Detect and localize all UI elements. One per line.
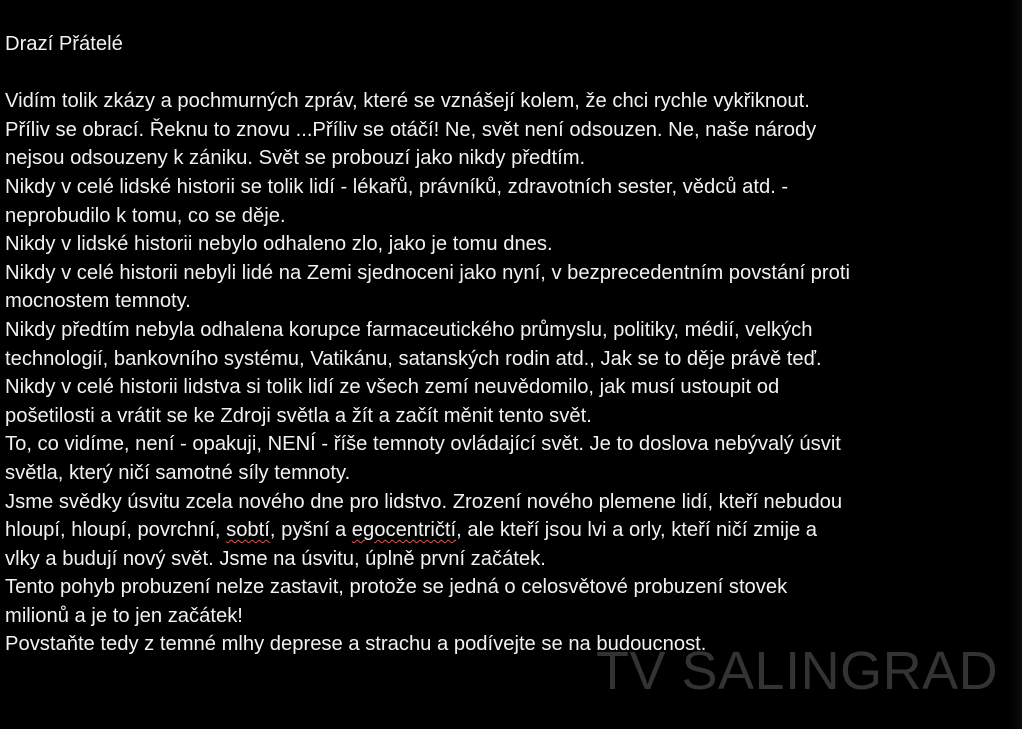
channel-watermark: TV SALINGRAD xyxy=(596,641,999,701)
text-line: technologií, bankovního systému, Vatikánu, satanských rodin atd., Jak se to děje právě teď. xyxy=(5,347,822,370)
text-line: vlky a budují nový svět. Jsme na úsvitu, úplně první začátek. xyxy=(5,547,546,570)
text-segment: hloupí, hloupí, povrchní, xyxy=(5,519,227,542)
text-line: mocnostem temnoty. xyxy=(5,290,191,313)
text-line-with-spellcheck xyxy=(5,516,1005,545)
text-line: Vidím tolik zkázy a pochmurných zpráv, které se vznášejí kolem, že chci rychle vykřiknout. xyxy=(5,90,810,113)
window-edge xyxy=(1008,0,1022,729)
text-line: neprobudilo k tomu, co se děje. xyxy=(5,204,286,227)
text-line: Nikdy v lidské historii nebylo odhaleno zlo, jako je tomu dnes. xyxy=(5,233,553,256)
text-line: Jsme svědky úsvitu zcela nového dne pro lidstvo. Zrození nového plemene lidí, kteří nebudou xyxy=(5,490,843,513)
text-line: Nikdy předtím nebyla odhalena korupce farmaceutického průmyslu, politiky, médií, velkých xyxy=(5,318,813,341)
misspelled-word[interactable]: egocentričtí xyxy=(351,519,457,542)
text-line: světla, který ničí samotné síly temnoty. xyxy=(5,461,351,484)
text-line: pošetilosti a vrátit se ke Zdroji světla a žít a začít měnit tento svět. xyxy=(5,404,592,427)
text-line: To, co vidíme, není - opakuji, NENÍ - říše temnoty ovládající svět. Je to doslova nebývalý úsvit xyxy=(5,433,841,456)
text-segment: , pyšní a xyxy=(269,519,352,542)
text-line: Nikdy v celé historii lidstva si tolik lidí ze všech zemí neuvědomilo, jak musí ustoupit od xyxy=(5,376,780,399)
text-segment: , ale kteří jsou lvi a orly, kteří ničí zmije a xyxy=(456,519,818,542)
text-line: milionů a je to jen začátek! xyxy=(5,604,243,627)
text-line: Příliv se obrací. Řeknu to znovu ...Příliv se otáčí! Ne, svět není odsouzen. Ne, naše národy xyxy=(5,118,817,141)
greeting-heading: Drazí Přátelé xyxy=(5,33,123,55)
text-line: Nikdy v celé lidské historii se tolik lidí - lékařů, právníků, zdravotních sester, vědců atd. - xyxy=(5,175,789,198)
text-line: Nikdy v celé historii nebyli lidé na Zemi sjednoceni jako nyní, v bezprecedentním povstání proti xyxy=(5,261,850,284)
text-line: Povstaňte tedy z temné mlhy deprese a strachu a podívejte se na budoucnost. xyxy=(5,633,707,656)
misspelled-word[interactable]: sobtí xyxy=(226,519,270,542)
text-line: nejsou odsouzeny k zániku. Svět se probouzí jako nikdy předtím. xyxy=(5,147,586,170)
document-body xyxy=(5,30,1005,659)
text-line: Tento pohyb probuzení nelze zastavit, protože se jedná o celosvětové probuzení stovek xyxy=(5,576,788,599)
